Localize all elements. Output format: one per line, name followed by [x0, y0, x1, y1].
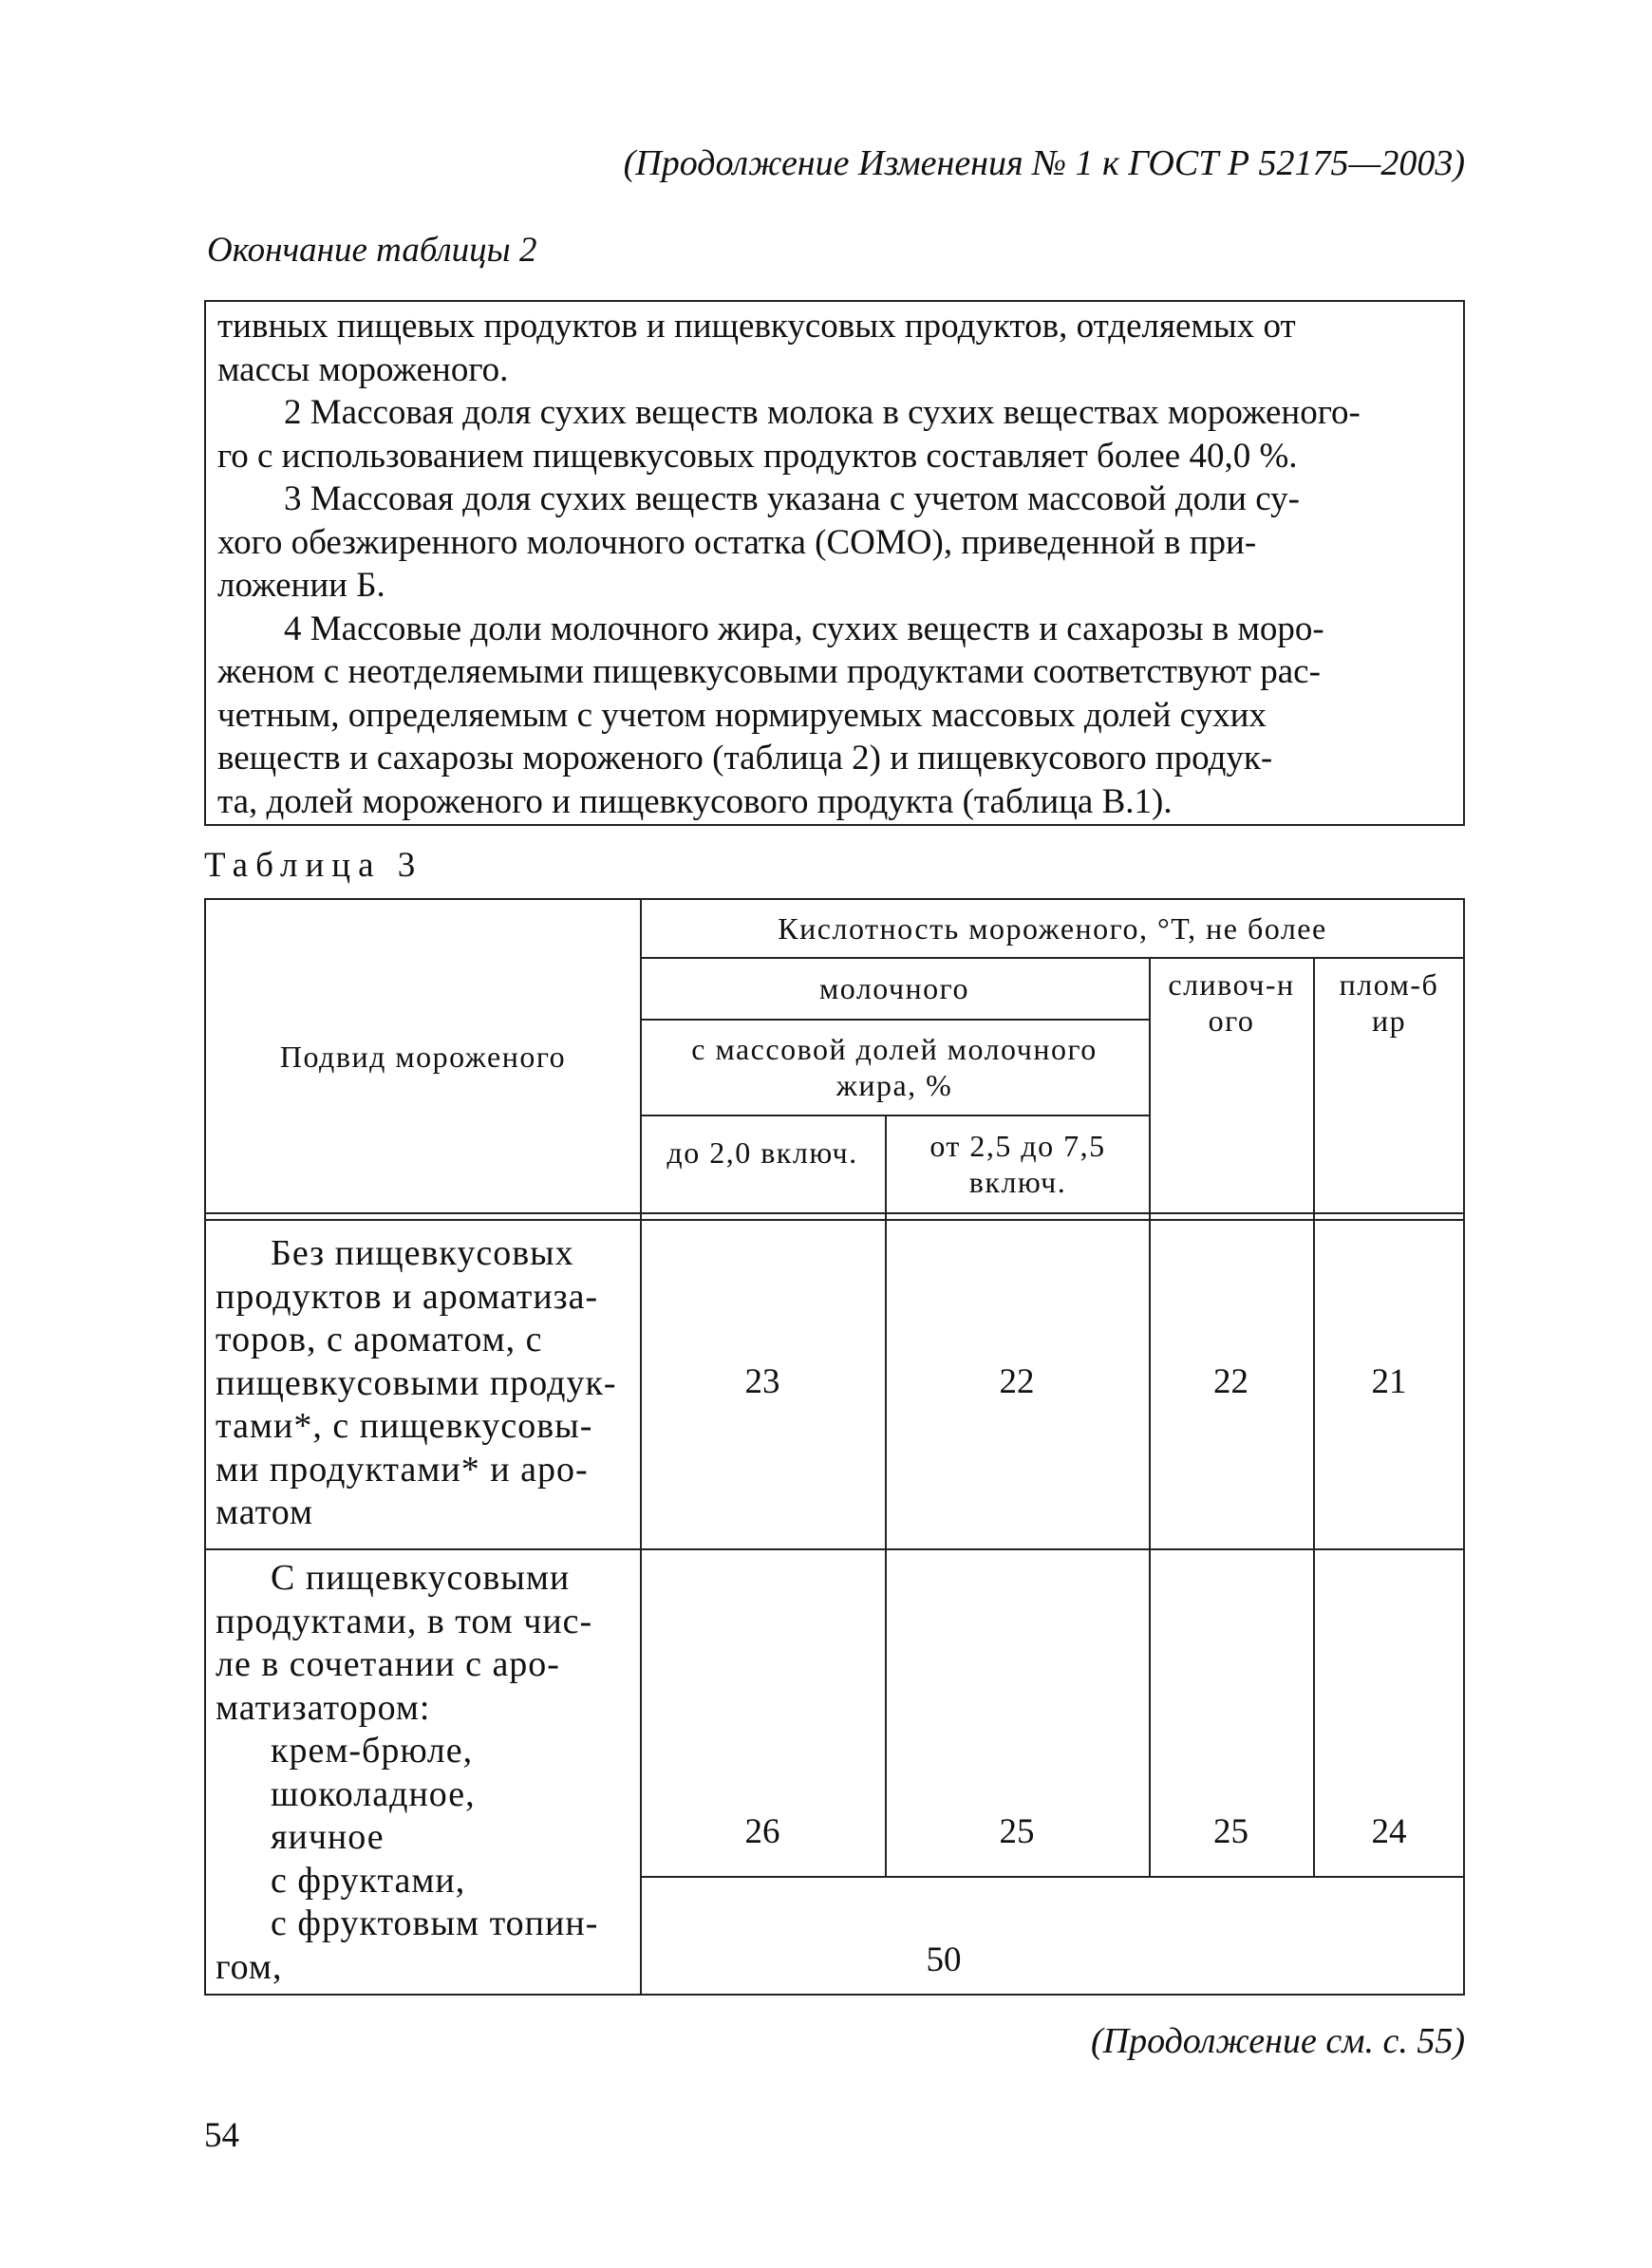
row-2-line: с фруктовым топин-: [271, 1903, 599, 1943]
note-4-line-2: женом с неотделяемыми пищевкусовыми продуктами соответствуют рас-: [217, 652, 1321, 691]
row-2-value-from25: 25: [999, 1812, 1035, 1851]
row-2-line: матизатором:: [216, 1687, 431, 1728]
note-1-end-line-1: тивных пищевых продуктов и пищевкусовых продуктов, отделяемых от: [217, 307, 1296, 346]
header-upto-2: до 2,0 включ.: [666, 1135, 858, 1170]
col-divider-2: [885, 1115, 887, 1876]
row-2-line: яичное: [271, 1817, 385, 1857]
row-2-value-upto2: 26: [744, 1812, 780, 1851]
header-plombir: плом-бир: [1339, 967, 1439, 1038]
row-divider-fruit: [640, 1876, 1465, 1878]
header-from-2-5: от 2,5 до 7,5 включ.: [929, 1128, 1106, 1199]
note-1-end-line-2: массы мороженого.: [217, 349, 509, 389]
header-double-line-2: [206, 1219, 1465, 1221]
row-1-value-upto2: 23: [744, 1362, 780, 1401]
note-4-line-4: веществ и сахарозы мороженого (таблица 2) и пищевкусового продук-: [217, 739, 1273, 778]
table-3-caption: Таблица 3: [204, 846, 423, 885]
row-2-value-fruit: 50: [926, 1940, 962, 1979]
row-1-line: тами*, с пищевкусовы-: [216, 1406, 593, 1446]
row-1-line: торов, с ароматом, с: [216, 1320, 543, 1359]
row-2-line: гом,: [216, 1946, 283, 1987]
row-1-subvid: [216, 1232, 617, 1535]
note-2-line-1: 2 Массовая доля сухих веществ молока в сухих веществах мороженого-: [284, 393, 1361, 432]
row-1-line: пищевкусовыми продук-: [216, 1362, 617, 1403]
row-2-value-plombir: 24: [1371, 1812, 1407, 1851]
row-2-line: с фруктами,: [271, 1860, 466, 1901]
row-divider-1: [206, 1548, 1465, 1550]
row-2-line: крем-брюле,: [271, 1731, 474, 1771]
table-2-notes: [204, 300, 1465, 826]
row-1-line: ми продуктами* и аро-: [216, 1449, 589, 1490]
col-divider-4: [1313, 957, 1315, 1876]
row-2-subvid: [216, 1557, 598, 1989]
header-acidity: Кислотность мороженого, °Т, не более: [778, 911, 1327, 946]
header-cream: сливоч-ного: [1168, 967, 1295, 1038]
note-3-line-1: 3 Массовая доля сухих веществ указана с учетом массовой доли су-: [284, 479, 1300, 518]
row-1-line: Без пищевкусовых: [271, 1233, 574, 1273]
row-1-line: продуктов и ароматиза-: [216, 1276, 599, 1317]
row-1-line: матом: [216, 1492, 314, 1532]
row-1-value-from25: 22: [999, 1362, 1035, 1401]
document-header: (Продолжение Изменения № 1 к ГОСТ Р 52175—2003): [623, 143, 1465, 183]
header-milk-fat: с массовой долей молочного жира, %: [691, 1031, 1098, 1102]
row-1-value-plombir: 21: [1371, 1362, 1407, 1401]
note-3-line-2: хого обезжиренного молочного остатка (СОМО), приведенной в при-: [217, 522, 1257, 562]
row-2-line: ле в сочетании с аро-: [216, 1644, 560, 1684]
note-4-line-1: 4 Массовые доли молочного жира, сухих веществ и сахарозы в моро-: [284, 609, 1324, 648]
row-2-line: продуктами, в том чис-: [216, 1601, 593, 1641]
row-1-value-cream: 22: [1213, 1362, 1248, 1401]
header-double-line-1: [206, 1212, 1465, 1214]
col-divider-3: [1149, 957, 1151, 1876]
page-number: 54: [204, 2116, 239, 2155]
table-3: [204, 898, 1465, 1996]
header-milk: молочного: [818, 970, 969, 1005]
row-2-line: С пищевкусовыми: [271, 1558, 571, 1598]
row-2-value-cream: 25: [1213, 1812, 1248, 1851]
row-2-line: шоколадное,: [271, 1773, 476, 1814]
note-3-line-3: ложении Б.: [217, 566, 385, 605]
note-4-line-3: четным, определяемым с учетом нормируемых массовых долей сухих: [217, 695, 1267, 735]
note-2-line-2: го с использованием пищевкусовых продуктов составляет более 40,0 %.: [217, 436, 1298, 476]
header-subvid: Подвид мороженого: [279, 1039, 567, 1074]
continuation-note: (Продолжение см. с. 55): [1090, 2021, 1465, 2061]
table-2-end-caption: Окончание таблицы 2: [207, 231, 537, 270]
note-4-line-5: та, долей мороженого и пищевкусового продукта (таблица В.1).: [217, 781, 1173, 821]
